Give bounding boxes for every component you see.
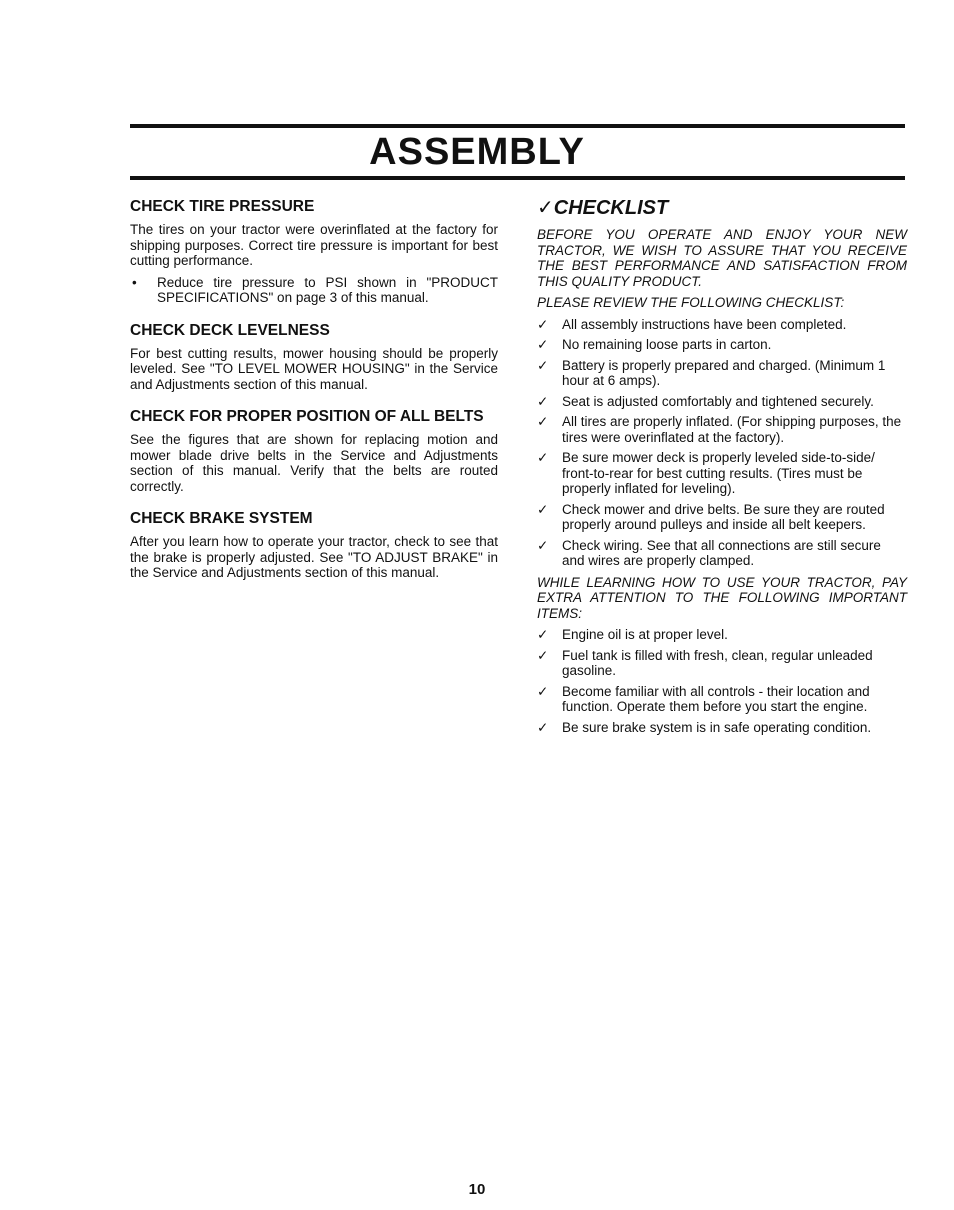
deck-levelness-heading: CHECK DECK LEVELNESS xyxy=(130,321,330,339)
checklist-intro: BEFORE YOU OPERATE AND ENJOY YOUR NEW TRACTOR, WE WISH TO ASSURE THAT YOU RECEIVE THE BEST PERFORMANCE AND SATISFACTION FROM THIS QUALITY PRODUCT. xyxy=(537,227,907,289)
checkmark-icon: ✓ xyxy=(537,316,549,332)
page-number: 10 xyxy=(468,1181,486,1198)
checkmark-icon: ✓ xyxy=(537,627,549,642)
right-column xyxy=(537,195,907,741)
checklist-item xyxy=(537,337,907,353)
left-column xyxy=(130,198,498,597)
checklist-item xyxy=(537,627,907,643)
tire-pressure-body: The tires on your tractor were overinflated at the factory for shipping purposes. Correct tire pressure is important for best cutting performance. xyxy=(130,222,498,268)
checklist-item-text: Be sure brake system is in safe operating condition. xyxy=(562,719,872,735)
checklist-item-text: Seat is adjusted comfortably and tightened securely. xyxy=(562,393,874,409)
belts-heading: CHECK FOR PROPER POSITION OF ALL BELTS xyxy=(130,408,484,425)
checklist-item-text: Become familiar with all controls - their location and function. Operate them before you start the engine. xyxy=(562,683,870,714)
checklist-item-text: Check mower and drive belts. Be sure they are routed properly around pulleys and inside all belt keepers. xyxy=(562,501,885,532)
checklist-title: ✓CHECKLIST xyxy=(537,197,669,219)
section-belts xyxy=(130,408,498,494)
belts-body: See the figures that are shown for replacing motion and mower blade drive belts in the Service and Adjustments section of this manual. Verify that the belts are routed correctly. xyxy=(130,432,498,494)
checkmark-icon: ✓ xyxy=(537,647,549,663)
section-tire-pressure xyxy=(130,198,498,306)
tire-pressure-bullet xyxy=(130,275,498,306)
checklist-items-before xyxy=(537,317,907,569)
checkmark-icon: ✓ xyxy=(537,537,549,553)
checklist-item-text: No remaining loose parts in carton. xyxy=(562,337,772,352)
checklist-item-text: Battery is properly prepared and charged. (Minimum 1 hour at 6 amps). xyxy=(562,357,886,388)
checkmark-icon: ✓ xyxy=(537,393,549,409)
checklist-item xyxy=(537,720,907,736)
page-title: ASSEMBLY xyxy=(369,131,585,173)
section-deck-levelness xyxy=(130,322,498,393)
checklist-item xyxy=(537,684,907,715)
checkmark-icon: ✓ xyxy=(537,683,549,699)
deck-levelness-body: For best cutting results, mower housing should be properly leveled. See "TO LEVEL MOWER HOUSING" in the Service and Adjustments section of this manual. xyxy=(130,345,498,392)
checklist-item-text: Be sure mower deck is properly leveled side-to-side/ front-to-rear for best cutting results. (Tires must be properly inflated for leveling). xyxy=(562,450,875,496)
checklist-item xyxy=(537,394,907,410)
checklist-item xyxy=(537,502,907,533)
checklist-learning-prompt: WHILE LEARNING HOW TO USE YOUR TRACTOR, PAY EXTRA ATTENTION TO THE FOLLOWING IMPORTANT ITEMS: xyxy=(537,574,907,621)
checkmark-icon: ✓ xyxy=(537,414,549,429)
checkmark-icon: ✓ xyxy=(537,501,549,517)
tire-pressure-bullet-text: Reduce tire pressure to PSI shown in "PRODUCT SPECIFICATIONS" on page 3 of this manual. xyxy=(157,274,498,305)
checkmark-icon: ✓ xyxy=(537,357,549,373)
checklist-items-learning xyxy=(537,627,907,735)
checklist-item xyxy=(537,648,907,679)
tire-pressure-heading: CHECK TIRE PRESSURE xyxy=(130,198,315,215)
header-rule-bottom xyxy=(130,176,905,180)
checklist-item xyxy=(537,450,907,497)
checklist-item xyxy=(537,317,907,333)
checklist-item xyxy=(537,538,907,569)
bullet-icon: • xyxy=(132,274,137,290)
checklist-item xyxy=(537,414,907,445)
checklist-item-text: All assembly instructions have been completed. xyxy=(562,316,847,332)
checklist-review-prompt: PLEASE REVIEW THE FOLLOWING CHECKLIST: xyxy=(537,295,845,310)
checkmark-icon: ✓ xyxy=(537,719,549,735)
checklist-item-text: Fuel tank is filled with fresh, clean, regular unleaded gasoline. xyxy=(562,647,873,678)
checklist-item xyxy=(537,358,907,389)
checklist-item-text: All tires are properly inflated. (For shipping purposes, the tires were overinflated at the factory). xyxy=(562,414,902,445)
brake-system-heading: CHECK BRAKE SYSTEM xyxy=(130,510,313,527)
checklist-item-text: Engine oil is at proper level. xyxy=(562,627,728,642)
section-brake-system xyxy=(130,510,498,581)
checkmark-icon: ✓ xyxy=(537,450,549,465)
brake-system-body: After you learn how to operate your tractor, check to see that the brake is properly adjusted. See "TO ADJUST BRAKE" in the Service and Adjustments section of this manual. xyxy=(130,534,498,580)
checklist-item-text: Check wiring. See that all connections are still secure and wires are properly clamped. xyxy=(562,537,881,568)
checkmark-icon: ✓ xyxy=(537,337,549,352)
